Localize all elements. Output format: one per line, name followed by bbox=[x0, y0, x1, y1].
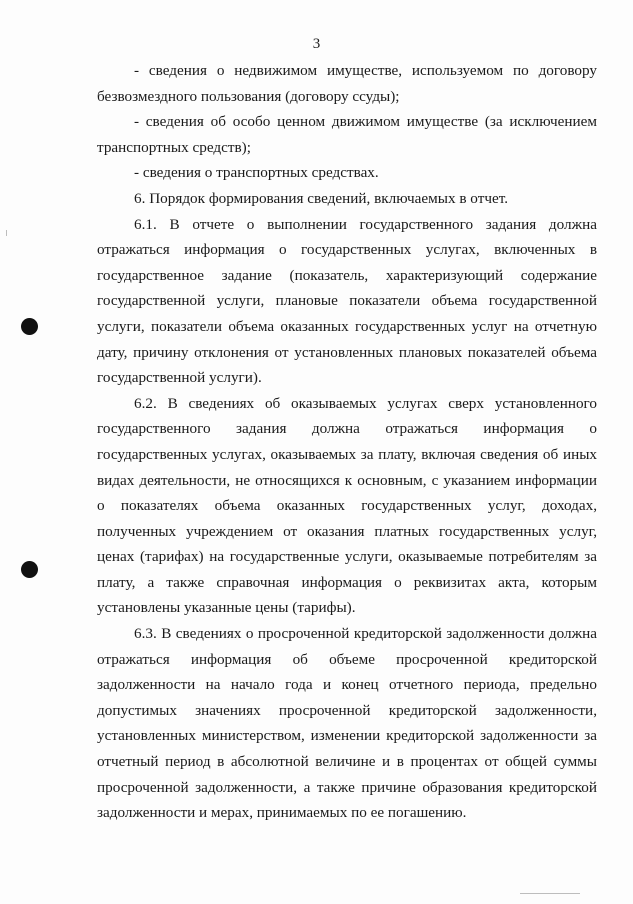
document-body bbox=[97, 58, 597, 826]
page-number: 3 bbox=[312, 36, 321, 52]
section-heading-6: 6. Порядок формирования сведений, включаемых в отчет. bbox=[134, 189, 508, 207]
paragraph-6-2: 6.2. В сведениях об оказываемых услугах сверх установленного государственного задания должна отражаться информация о государственных услугах, оказываемых за плату, включая сведения об иных видах деятельности, не относящихся к основным, с указанием информации о показателях объема оказанных государственных услуг, доходах, полученных учреждением от оказания платных государственных услуг, ценах (тарифах) на государственные услуги, оказываемые потребителям за плату, а также справочная информация о реквизитах акта, которым установлены указанные цены (тарифы). bbox=[97, 394, 597, 617]
scan-artifact bbox=[520, 893, 580, 894]
scan-artifact bbox=[6, 230, 7, 236]
paragraph-valuable-movable-property: - сведения об особо ценном движимом имуществе (за исключением транспортных средств); bbox=[97, 113, 597, 156]
paragraph-immovable-property: - сведения о недвижимом имуществе, используемом по договору безвозмездного пользования (договору ссуды); bbox=[97, 62, 597, 105]
paragraph-6-3: 6.3. В сведениях о просроченной кредиторской задолженности должна отражаться информация об объеме просроченной кредиторской задолженности на начало года и конец отчетного периода, предельно допустимых значениях просроченной кредиторской задолженности, установленных министерством, изменении кредиторской задолженности за отчетный период в абсолютной величине и в процентах от общей суммы просроченной задолженности, а также причине образования кредиторской задолженности и мерах, принимаемых по ее погашению. bbox=[97, 625, 597, 822]
paragraph-6-1: 6.1. В отчете о выполнении государственного задания должна отражаться информация о государственных услугах, включенных в государственное задание (показатель, характеризующий содержание государственной услуги, плановые показатели объема государственной услуги, показатели объема оказанных государственных услуг на отчетную дату, причину отклонения от установленных плановых показателей объема государственной услуги). bbox=[97, 215, 597, 387]
paragraph-vehicles: - сведения о транспортных средствах. bbox=[134, 164, 379, 182]
punch-hole-mark bbox=[21, 561, 38, 578]
punch-hole-mark bbox=[21, 318, 38, 335]
